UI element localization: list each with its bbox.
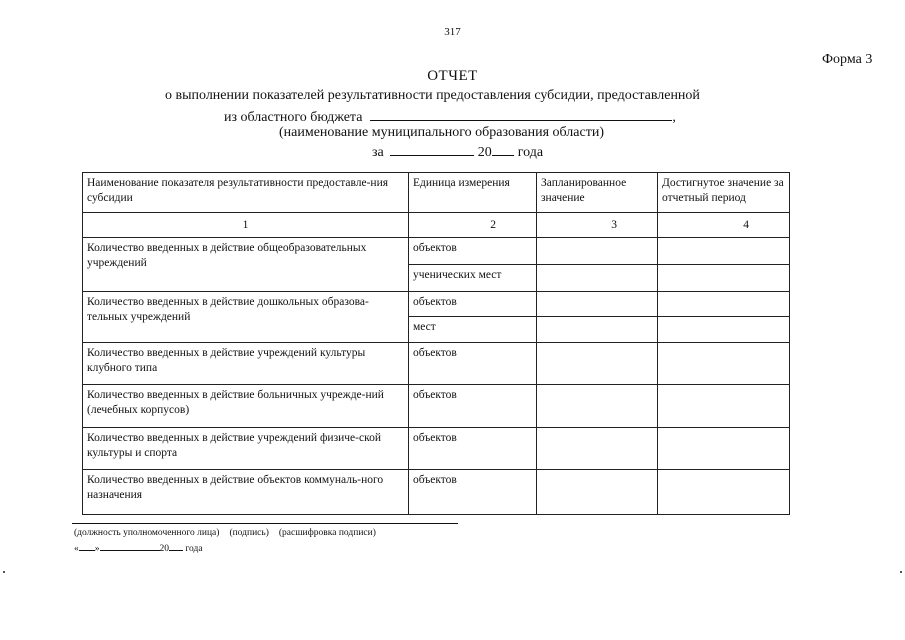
- planned-value-cell[interactable]: [537, 317, 658, 343]
- column-number: 2: [409, 213, 537, 238]
- table-header-row: [83, 173, 790, 213]
- form-label: Форма 3: [822, 52, 873, 67]
- date-day-blank-field[interactable]: [79, 541, 95, 551]
- signature-date-line: [74, 541, 203, 554]
- comma: ,: [672, 110, 676, 125]
- column-number: 1: [83, 213, 409, 238]
- column-number: 3: [537, 213, 658, 238]
- achieved-value-cell[interactable]: [658, 428, 790, 470]
- achieved-value-cell[interactable]: [658, 470, 790, 515]
- year-blank-field[interactable]: [492, 143, 514, 156]
- achieved-value-cell[interactable]: [658, 385, 790, 428]
- table-row: [83, 238, 790, 265]
- signature-line[interactable]: [72, 523, 458, 524]
- achieved-value-cell[interactable]: [658, 265, 790, 292]
- indicator-cell: Количество введенных в действие общеобразовательных учреждений: [83, 238, 409, 292]
- table-row: [83, 292, 790, 317]
- unit-cell: объектов: [409, 343, 537, 385]
- date-year-prefix: 20: [159, 544, 169, 554]
- indicator-cell: Количество введенных в действие дошкольных образова-тельных учреждений: [83, 292, 409, 343]
- unit-cell: объектов: [409, 428, 537, 470]
- planned-value-cell[interactable]: [537, 238, 658, 265]
- table-row: [83, 428, 790, 470]
- column-header-achieved: Достигнутое значение за отчетный период: [658, 173, 790, 213]
- column-header-unit: Единица измерения: [409, 173, 537, 213]
- unit-cell: объектов: [409, 292, 537, 317]
- position-caption: (должность уполномоченного лица): [74, 528, 220, 538]
- achieved-value-cell[interactable]: [658, 343, 790, 385]
- year-prefix: 20: [477, 145, 492, 160]
- unit-cell: объектов: [409, 238, 537, 265]
- achieved-value-cell[interactable]: [658, 238, 790, 265]
- column-header-planned: Запланированное значение: [537, 173, 658, 213]
- unit-cell: объектов: [409, 385, 537, 428]
- report-subtitle-line-1: о выполнении показателей результативности предоставления субсидии, предоставленной: [165, 88, 700, 103]
- date-year-blank-field[interactable]: [169, 541, 183, 551]
- page-number: 317: [444, 26, 461, 38]
- indicator-cell: Количество введенных в действие больничных учрежде-ний (лечебных корпусов): [83, 385, 409, 428]
- table-row: [83, 343, 790, 385]
- period-suffix: года: [517, 145, 544, 160]
- unit-cell: объектов: [409, 470, 537, 515]
- table-row: [83, 470, 790, 515]
- date-close-quote: »: [94, 544, 100, 554]
- scan-mark: [900, 571, 902, 573]
- indicator-cell: Количество введенных в действие объектов коммуналь-ного назначения: [83, 470, 409, 515]
- column-header-indicator: Наименование показателя результативности предоставле-ния субсидии: [83, 173, 409, 213]
- planned-value-cell[interactable]: [537, 385, 658, 428]
- report-subtitle-line-2: [224, 108, 676, 126]
- unit-cell: ученических мест: [409, 265, 537, 292]
- unit-cell: мест: [409, 317, 537, 343]
- column-number: 4: [658, 213, 790, 238]
- table-column-numbers-row: [83, 213, 790, 238]
- table-row: [83, 385, 790, 428]
- period-prefix: за: [372, 145, 384, 160]
- planned-value-cell[interactable]: [537, 292, 658, 317]
- signature-caption: (подпись): [229, 528, 269, 538]
- planned-value-cell[interactable]: [537, 343, 658, 385]
- indicator-cell: Количество введенных в действие учреждений физиче-ской культуры и спорта: [83, 428, 409, 470]
- achieved-value-cell[interactable]: [658, 292, 790, 317]
- signature-captions: [74, 528, 386, 538]
- achieved-value-cell[interactable]: [658, 317, 790, 343]
- indicator-cell: Количество введенных в действие учреждений культуры клубного типа: [83, 343, 409, 385]
- municipality-caption: (наименование муниципального образования области): [279, 125, 604, 140]
- municipality-blank-field[interactable]: [370, 108, 672, 121]
- date-suffix: года: [185, 544, 203, 554]
- period-blank-field[interactable]: [390, 143, 474, 156]
- report-period-line: [372, 143, 543, 161]
- planned-value-cell[interactable]: [537, 428, 658, 470]
- date-open-quote: «: [74, 544, 79, 554]
- report-title: ОТЧЕТ: [427, 68, 478, 84]
- transcript-caption: (расшифровка подписи): [278, 528, 376, 538]
- planned-value-cell[interactable]: [537, 470, 658, 515]
- indicators-table: [82, 172, 790, 515]
- planned-value-cell[interactable]: [537, 265, 658, 292]
- budget-label: из областного бюджета: [224, 110, 363, 125]
- date-month-blank-field[interactable]: [100, 541, 160, 551]
- scan-mark: [3, 571, 5, 573]
